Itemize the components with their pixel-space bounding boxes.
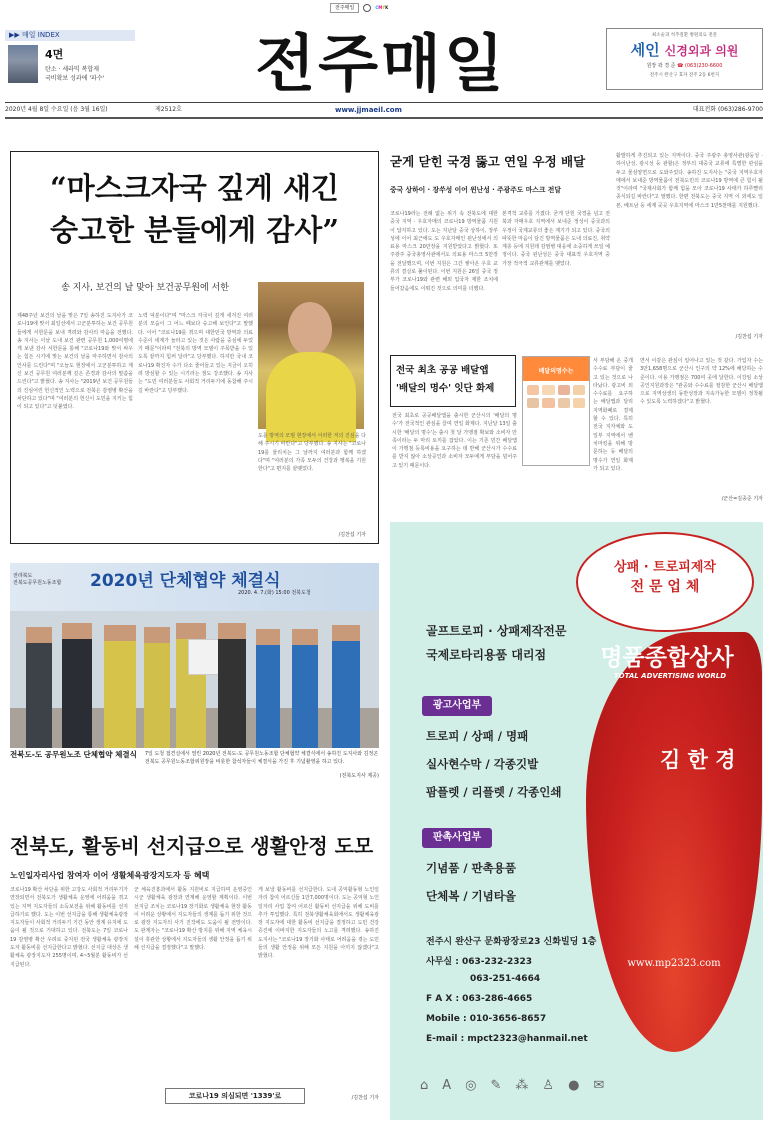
people-icon: ♙ (542, 1078, 555, 1093)
person-2 (62, 623, 92, 748)
ad-item: 단체복 / 기념타올 (426, 889, 516, 903)
agreement-photo (10, 563, 379, 748)
print-registration-stamp (330, 2, 430, 13)
app-byline: /군산=김종준 기자 (721, 496, 763, 502)
ear-ad (606, 28, 763, 90)
backdrop-sign: 전라북도 전북도공무원노동조합 (13, 573, 62, 586)
registration-mark-icon (363, 4, 371, 12)
app-title: 배달의명수는 (538, 368, 574, 375)
mail-icon: ✉ (593, 1078, 605, 1093)
lead-byline: /김찬섭 기자 (338, 532, 366, 538)
backdrop-date: 2020. 4. 7.(화) 15:00 전북도청 (238, 590, 311, 596)
person-9 (332, 625, 360, 748)
ad-item: 기념품 / 판촉용품 (426, 861, 516, 875)
photo-caption-title: 전북도-도 공무원노조 단체협약 체결식 (10, 750, 137, 759)
food-icon (542, 385, 554, 395)
person-1 (26, 627, 52, 748)
masthead-title: 전주매일 (255, 27, 507, 100)
welfare-col-3: 게 보낼 활동비를 선지급한다. 도내 공익활동형 노인일자리 참여 어르신들 1만7,000명이다. 도는 공익형 노인일자리 사업 참여 어르신 활동비 선지급을 위해 도비를 추가 투입했다. 특히 전북생활체육회에서도 생활체육광장 지도자에 대한 활동비 선지급을 결정하고 도민 건강 증진에 이바지한 지도자들의 노고를 격려했다. 송하진 도지사는 "코로나19 장기화 사태로 어려움을 겪는 도민들의 생활 안정을 위해 모든 지원을 아끼지 않겠다"고 밝혔다. (258, 887, 379, 960)
app-col-2b (522, 470, 633, 505)
stamp-label: 전주매일 (330, 3, 359, 13)
location-icon: ◎ (465, 1078, 477, 1093)
share-icon: ⁂ (515, 1078, 529, 1093)
lead-headline-1: “마스크자국 깊게 새긴 (50, 171, 339, 205)
ad-icon-row (420, 1078, 720, 1098)
postal-subhead: 중국 상하이 · 장쑤성 이어 윈난성 · 주광주도 마스크 전달 (390, 186, 561, 194)
issue-date: 2020년 4월 8일 수요일 (음 3월 16일) (5, 106, 108, 113)
advertisement (390, 522, 763, 1120)
portrait-face (288, 302, 332, 356)
food-icon (558, 385, 570, 395)
portrait-body (266, 352, 356, 442)
person-8 (292, 629, 318, 748)
food-icon (527, 398, 539, 408)
index-line1: 탄소 · 세라믹 복합재 (45, 66, 99, 73)
food-icon (558, 398, 570, 408)
app-screenshot (522, 356, 590, 466)
lead-col-2: 노력 덕분이다"며 "마스크 자국이 깊게 새겨진 여러분의 모습이 그 어느 때보다 숭고해 보인다"고 말했다. 이어 "코로나19를 겪으며 대한민국 방역과 의료 수준이 세계가 놀라고 있는 것은 사람을 중심에 두었기 때문"이라며 "전북의 방역 모델이 주목받을 수 있도록 끝까지 힘써 달라"고 당부했다. 하지만 국내 코로나19 확진자 수가 다소 줄어들고 있는 지금이 오히려 방심할 수 있는 시기라는 점도 강조했다. 송 지사는 "도민 여러분들도 사회적 거리두기에 동참해 주시길 바란다"고 당부했다. (138, 313, 253, 394)
ad-section-promotion: 판촉사업부 (422, 828, 492, 848)
covid-hotline-promo: 코로나19 의심되면 '1339'로 (165, 1088, 305, 1104)
font-icon: A (442, 1078, 452, 1093)
photo-credit: (전북도지사 제공) (339, 773, 379, 779)
ad-tagline: TOTAL ADVERTISING WORLD (613, 672, 727, 680)
welfare-col-2: 군 체육진흥과에서 활동 지원비로 지급하며 운영중인 시군 생활체육 광장과 연계해 운영할 계획이다. 이번 선지급 조치는 코로나19 장기화로 생활체육 현장 활동이 어려운 상황에서 지도자들의 생계를 돕기 위한 것으로 광장 지도자의 사기 진작에도 도움이 될 전망이다. 도 관계자는 "코로나19 확산 방지를 위해 지역 체육시설이 휴관한 상황에서 지도자들의 생활 안정을 돕기 위해 선지급을 결정했다"고 말했다. (134, 887, 252, 952)
index-box (5, 30, 135, 90)
welfare-col-1: 코로나19 확산 차단을 위한 고강도 사회적 거리두기가 연장되면서 전북도가 생활체육 운영에 어려움을 겪고 있는 지역 지도자들의 소득보전을 위해 활동비를 선지급하기로 했다. 도는 이번 선지급을 통해 생활체육광장지도자들이 사회적 거리두기 기간 동안 생계 유지에 도움이 될 것으로 기대하고 있다. 전북도는 7일 코로나19 감염병 확산 우려로 중지된 전국 생활체육 광장지도자 활동비를 선지급한다고 밝혔다. 선지급 대상은 생활체육 광장지도자 255명이며, 4~5월분 활동비가 선지급된다. (10, 887, 128, 968)
photo-caption (10, 750, 379, 784)
index-label: ▶▶ 매일 INDEX (5, 30, 135, 41)
ad-top-line1: 골프트로피 · 상패제작전문 (426, 624, 567, 638)
person-7 (256, 629, 280, 748)
home-icon: ⌂ (420, 1078, 429, 1093)
index-line2: 국비확보 성과에 '파수' (45, 75, 105, 82)
lead-photo (258, 282, 364, 429)
postal-col-3: 활발하게 추진되고 있는 지역이다. 중국 주광주 총영사관(광둥성 · 하이난성, 광시성 등 관할)은 정부의 대중국 교류에 특별한 관심을 두고 물심양면으로 도와주었다. 송하진 도지사는 "중국 지역우호자매에서 보내준 방역물품이 전북도민의 코로나19 방역에 큰 힘이 될 것"이라며 "국제사회가 함께 힘을 모아 코로나19 사태가 하루빨리 종식되길 바란다"고 말했다. 한편 전북도는 중국 지역 이 외에도 일본, 베트남 등 세계 곳곳 우호지역에 마스크 1만5천매를 지원했다. (616, 153, 763, 209)
app-headline-2: '배달의 명수' 잇단 화제 (396, 383, 495, 394)
ear-ad-name: 세인 신경외과 의원 (630, 41, 739, 59)
postal-col-1: 코로나19라는 전례 없는 위기 속 전북도에 대한 중국 지역 · 우호자매의 코로나19 방역물품 지원이 답지하고 있다. 도는 지난달 중국 상하이, 장쑤성에 이어 최근에도 도 우호자매인 윈난성에서 의료용 마스크 20만장을 지원받았다고 밝혔다. 또 주광주 중국총영사관에서도 의료용 마스크 5만장을 전달했으며, 이번 지원은 그간 쌓아온 우호 교류의 결실로 풀이된다. 이번 지원은 26일 중국 정부가 코로나19와 관련 해외 입국자 제한 조치에 들어갔음에도 이뤄진 것으로 의미를 더했다. (390, 211, 498, 292)
food-icon (542, 398, 554, 408)
ad-item: 실사현수막 / 각종깃발 (426, 757, 539, 771)
app-headline-1: 전국 최초 공공 배달앱 (396, 365, 489, 376)
ear-ad-line3: 원장 곽 경 준 ☎ (063)230-6600 (646, 63, 723, 69)
index-page: 4면 (45, 48, 64, 61)
ad-address: 전주시 완산구 문화광장로23 신화빌딩 1층 (426, 937, 597, 947)
ad-item: 트로피 / 상패 / 명패 (426, 729, 529, 743)
cmyk-mark-icon: CMYK (375, 5, 389, 10)
app-col-1: 전국 최초로 공공배달앱을 출시한 군산시의 '배달의 명수'가 전국적인 관심을 끌며 연일 화제다. 지난달 13일 출시한 '배달의 명수'는 출시 첫 달 가맹점 확보와 소비자 만족이라는 두 마리 토끼를 잡았다. 이는 기존 민간 배달앱이 가맹점 등록비용을 요구하는 데 반해 군산시가 수수료를 받지 않아 소상공인과 소비자 모두에게 부담을 덜어주고 있기 때문이다. (392, 413, 517, 469)
issue-number: 제2512호 (155, 106, 182, 113)
welfare-byline: /김찬섭 기자 (351, 1095, 379, 1101)
food-icon (573, 398, 585, 408)
app-col-2: 서 부담해 온 중개수수료 부담이 줄고 있는 것으로 나타났다. 광고비 외 수수료를 요구하는 배달앱과 달리 지역화폐로 결제할 수 있다. 특히 전국 지자체와 도 일부 지역에서 벤치마킹을 위해 방문하는 등 배달의 명수가 연일 화제가 되고 있다. (593, 358, 633, 472)
backdrop-title: 2020년 단체협약 체결식 (90, 571, 281, 591)
ad-section-advertising: 광고사업부 (422, 696, 492, 716)
postal-headline: 굳게 닫힌 국경 뚫고 연일 우정 배달 (390, 154, 586, 169)
lead-headline-2: 숭고한 분들에게 감사” (50, 213, 339, 247)
red-teardrop-shape (586, 632, 762, 1052)
website-link[interactable]: www.jjmaeil.com (335, 106, 402, 114)
lead-col-1: 제48주년 보건의 날을 맞은 7일 송하진 도지사가 코로나19에 맞서 최일선에서 고군분투하는 보건 공무원들에게 서한문을 보내 격려와 감사의 마음을 전했다. 송 지사는 이날 도내 보건 관련 공무원 1,000여명에게 보낸 감사 서한문을 통해 "코로나19와 맞서 싸우는 힘든 시기에 맞는 보건의 날을 마주하면서 감사의 인사를 드린다"며 "오늘도 현장에서 고군분투하고 계신 보건 공무원 여러분께 깊은 존경과 감사의 말씀을 드린다"고 밝혔다. 송 지사는 "2019년 보건 공무원들의 진심어린 헌신적인 노력으로 전북은 감염병 확산을 차단하고 있다"며 "여러분의 헌신이 도민을 지키는 힘이 되고 있다"고 덧붙였다. (17, 313, 133, 411)
ad-contact: 사무실 : 063-232-2323 (426, 957, 533, 967)
ad-item: 팜플렛 / 리플렛 / 각종인쇄 (426, 785, 562, 799)
ad-bubble-line2: 전 문 업 체 (630, 579, 700, 595)
app-col-3: 면서 이같은 관심이 일어나고 있는 것 같다. 가입자 수는 3만1,658명으로 군산시 인구의 약 12%에 해당하는 수준이다. 이용 가맹점은 700여 곳에 달한다. 이강임 소상공인지원과장은 "관공와 수수료를 절감한 군산시 배달앱으로 지역상생의 동반성장과 지속가능한 모델이 정착될 수 있도록 노력하겠다"고 밝혔다. (640, 358, 763, 406)
food-icon (573, 385, 585, 395)
ad-person-name: 김 한 경 (660, 748, 736, 772)
lead-col-3: 도를 방역의 모범 현장에서 이러한 저의 진심을 다해 주시기 바란다"고 당부했다. 송 지사는 "코로나19를 물리치는 그 날까지 여러분과 함께 하겠다"며 "여러분의 가족 모두의 건강과 행복을 기원한다"고 편지를 끝맺었다. (258, 433, 366, 473)
ear-ad-line1: 최소술과 척추질환 병원의료 전문 (651, 33, 718, 38)
welfare-subhead: 노인일자리사업 참여자 이어 생활체육광장지도자 등 혜택 (10, 871, 210, 880)
ad-contact: E-mail : mpct2323@hanmail.net (426, 1034, 588, 1044)
ad-company-name: 명품종합상사 (600, 645, 734, 671)
pen-icon: ✎ (490, 1078, 502, 1093)
ad-contact: Mobile : 010-3656-8657 (426, 1014, 547, 1024)
person-3 (104, 625, 136, 748)
photo-caption-text: 7일 도청 접견실에서 열린 2020년 전북도-도 공무원노동조합 단체협약 체결식에서 송하진 도지사와 김정곤 전북도 공무원노동조합위원장을 비롯한 참석자들이 체결식을 가진 후 기념촬영을 하고 있다. (144, 751, 379, 765)
user-icon: ● (568, 1078, 580, 1093)
dateline (5, 104, 763, 116)
ad-top-line2: 국제로타리용품 대리점 (426, 648, 547, 662)
lead-subhead: 송 지사, 보건의 날 맞아 보건공무원에 서한 (61, 283, 229, 293)
app-grid (523, 381, 589, 408)
person-4 (144, 627, 170, 748)
postal-byline: /김찬섭 기자 (735, 334, 763, 340)
arrow-icon: ▶▶ (9, 31, 22, 39)
ad-website: www.mp2323.com (627, 958, 721, 969)
person-6 (218, 623, 246, 748)
ad-contact: F A X : 063-286-4665 (426, 994, 533, 1004)
index-thumbnail (8, 45, 38, 83)
welfare-headline: 전북도, 활동비 선지급으로 생활안정 도모 (10, 834, 374, 858)
ear-ad-address: 전주시 완산구 효자 전주 2동 6번지 (649, 73, 720, 78)
ad-contact: 063-251-4664 (470, 974, 541, 984)
food-icon (527, 385, 539, 395)
ad-bubble-line1: 상패 · 트로피제작 (614, 560, 716, 575)
postal-col-2: 본격적 교류를 가졌다. 굳게 닫힌 국경을 넘고 전북과 자매우호 지역에서 보내준 정성이 중국과의 우정이 국제교류의 좋은 계기가 되고 있다. 중국의 따뜻한 마음이 담긴 방역물품은 도내 의료진, 취약계층 등에 지원돼 감염병 대응에 소중하게 쓰일 예정이다. 중국 윈난성은 중국 대표적 우호지역 중 가장 적극적 교류관계를 맺었다. (502, 211, 610, 267)
phone-number: 대표전화 (063)286-9700 (692, 106, 763, 113)
